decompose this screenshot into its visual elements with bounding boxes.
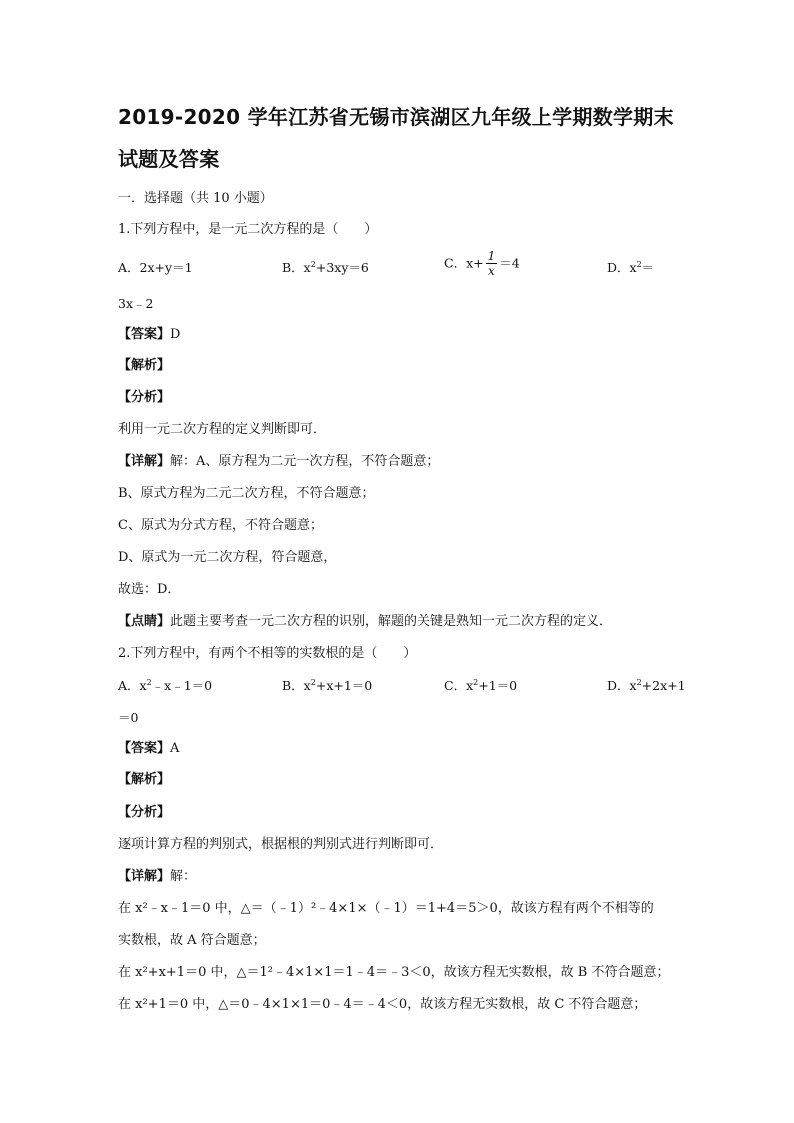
- q2-fenxi: 逐项计算方程的判别式，根据根的判别式进行判断即可．: [118, 837, 444, 852]
- q2-answer: 【答案】A: [118, 741, 180, 756]
- section-heading: 一．选择题（共 10 小题）: [118, 191, 273, 206]
- q2-option-a: A．$x^2﹣x﹣1=0$: [118, 677, 213, 693]
- answer-tag: 【答案】: [118, 741, 171, 756]
- q2-option-d: D．$x^2+2x+1$: [607, 677, 686, 693]
- q2-option-d-continued: ＝0: [118, 710, 139, 725]
- q1-analysis-tag: 【解析】: [118, 358, 171, 373]
- q2-analysis-tag: 【解析】: [118, 772, 171, 787]
- q1-detail-b: B、原式方程为二元二次方程，不符合题意；: [118, 486, 375, 501]
- q1-option-c: C．x+ $\frac{1}{x}$ ＝4: [444, 249, 520, 278]
- q2-detail-a-continued: 实数根，故 A 符合题意；: [118, 933, 266, 948]
- q1-detail-c: C、原式为分式方程，不符合题意；: [118, 518, 323, 533]
- q1-answer: 【答案】D: [118, 327, 181, 342]
- q1-stem: 1.下列方程中，是一元二次方程的是（ ）: [118, 222, 378, 237]
- q1-detail: 【详解】解：A、原方程为二元一次方程，不符合题意；: [118, 454, 440, 469]
- q2-detail: 【详解】解：: [118, 869, 197, 884]
- document-title: 2019-2020 学年江苏省无锡市滨湖区九年级上学期数学期末: [118, 105, 674, 129]
- answer-tag: 【答案】: [118, 327, 171, 342]
- q2-detail-b: 在 x²+x+1＝0 中，△＝1²﹣4×1×1＝1﹣4＝﹣3＜0，故该方程无实数根，故 B 不符合题意；: [118, 965, 670, 980]
- q1-fenxi: 利用一元二次方程的定义判断即可．: [118, 422, 327, 437]
- q2-fenxi-tag: 【分析】: [118, 805, 171, 820]
- fraction: $\frac{1}{x}$: [487, 249, 496, 278]
- q1-option-a: A．2x+y＝1: [118, 260, 193, 275]
- q1-option-b: B．$x^2+3xy=6$: [282, 259, 369, 275]
- q1-option-d-continued: 3x﹣2: [118, 296, 154, 311]
- q2-detail-c: 在 x²+1＝0 中，△＝0﹣4×1×1＝0﹣4＝﹣4＜0，故该方程无实数根，故 C 不符合题意；: [118, 997, 647, 1012]
- document-title-continued: 试题及答案: [118, 147, 220, 171]
- q2-option-b: B．$x^2+x+1=0$: [282, 677, 373, 693]
- q2-option-c: C．$x^2+1=0$: [444, 677, 518, 693]
- q1-fenxi-tag: 【分析】: [118, 390, 171, 405]
- q1-remark: 【点睛】此题主要考查一元二次方程的识别，解题的关键是熟知一元二次方程的定义．: [118, 614, 613, 629]
- q1-choice: 故选：D．: [118, 582, 181, 597]
- q2-detail-a: 在 x²﹣x﹣1＝0 中，△＝（﹣1）²﹣4×1×（﹣1）＝1+4＝5＞0，故该方程有两个不相等的: [118, 901, 654, 916]
- q1-detail-d: D、原式为一元二次方程，符合题意，: [118, 550, 337, 565]
- q1-option-d: D．$x^2=$: [607, 259, 655, 275]
- q2-stem: 2.下列方程中，有两个不相等的实数根的是（ ）: [118, 646, 417, 661]
